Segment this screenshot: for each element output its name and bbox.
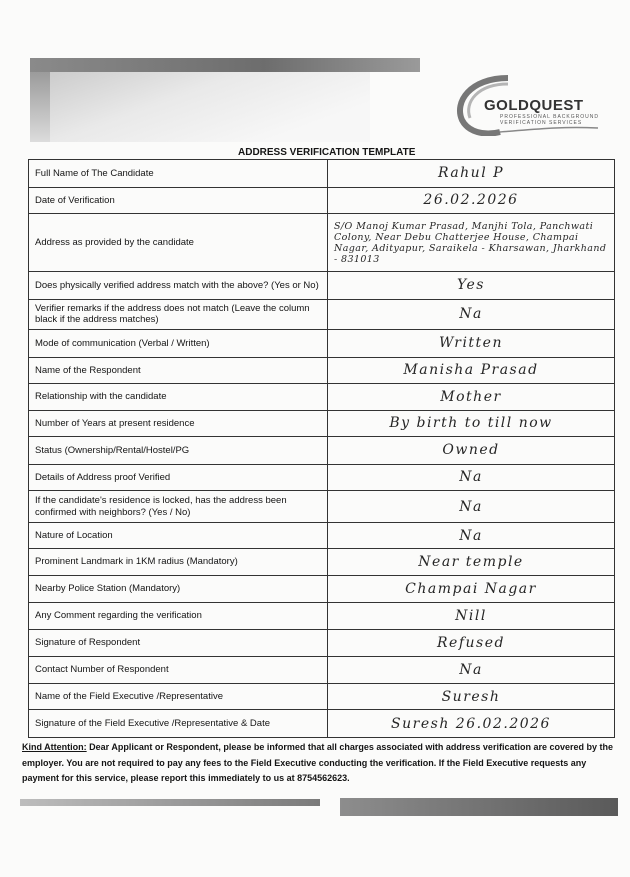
table-row xyxy=(29,657,615,684)
table-row xyxy=(29,522,615,549)
table-row xyxy=(29,384,615,411)
table-row xyxy=(29,710,615,738)
field-value: Near temple xyxy=(328,549,615,576)
field-value: S/O Manoj Kumar Prasad, Manjhi Tola, Panchwati Colony, Near Debu Chatterjee House, Champai Nagar, Adityapur, Saraikela - Kharsawan, Jharkhand - 831013 xyxy=(328,214,615,272)
table-row xyxy=(29,357,615,384)
notice-text: Dear Applicant or Respondent, please be informed that all charges associated with address verification are covered by the employer. You are not required to pay any fees to the Field Executive conducting the verification. If the Field Executive requests any payment for this service, please report this immediately to us at 8754562623. xyxy=(22,742,613,783)
field-label: Any Comment regarding the verification xyxy=(29,603,328,630)
table-row xyxy=(29,410,615,437)
table-row xyxy=(29,272,615,300)
field-label: Name of the Respondent xyxy=(29,357,328,384)
field-label: Signature of Respondent xyxy=(29,629,328,657)
field-value: By birth to till now xyxy=(328,410,615,437)
field-label: Relationship with the candidate xyxy=(29,384,328,411)
verification-table xyxy=(28,159,615,738)
table-row xyxy=(29,575,615,603)
field-label: Name of the Field Executive /Representative xyxy=(29,683,328,710)
field-value: Na xyxy=(328,491,615,523)
field-value: 26.02.2026 xyxy=(328,187,615,214)
field-label: Details of Address proof Verified xyxy=(29,464,328,491)
field-label: Nearby Police Station (Mandatory) xyxy=(29,575,328,603)
table-row xyxy=(29,491,615,523)
header-stripe xyxy=(30,72,370,142)
table-row xyxy=(29,603,615,630)
table-row xyxy=(29,187,615,214)
table-row xyxy=(29,437,615,465)
footer-band xyxy=(20,799,320,806)
header-wedge xyxy=(30,72,50,142)
field-label: Number of Years at present residence xyxy=(29,410,328,437)
field-value: Manisha Prasad xyxy=(328,357,615,384)
template-title: ADDRESS VERIFICATION TEMPLATE xyxy=(238,147,416,158)
field-value: Champai Nagar xyxy=(328,575,615,603)
field-value: Suresh xyxy=(328,683,615,710)
field-label: Signature of the Field Executive /Representative & Date xyxy=(29,710,328,738)
field-value: Suresh 26.02.2026 xyxy=(328,710,615,738)
table-row xyxy=(29,549,615,576)
table-row xyxy=(29,683,615,710)
field-value: Yes xyxy=(328,272,615,300)
field-value: Written xyxy=(328,330,615,358)
field-label: Does physically verified address match with the above? (Yes or No) xyxy=(29,272,328,300)
table-row xyxy=(29,299,615,330)
logo-tagline: PROFESSIONAL BACKGROUND VERIFICATION SERVICES xyxy=(500,114,599,126)
footer-band-right xyxy=(340,798,618,816)
notice-heading: Kind Attention: xyxy=(22,742,87,752)
field-value: Na xyxy=(328,657,615,684)
field-label: Address as provided by the candidate xyxy=(29,214,328,272)
table-row xyxy=(29,629,615,657)
field-value: Na xyxy=(328,522,615,549)
field-value: Refused xyxy=(328,629,615,657)
field-value: Na xyxy=(328,299,615,330)
table-row xyxy=(29,214,615,272)
header-band xyxy=(30,58,420,72)
logo-name: GOLDQUEST xyxy=(484,97,584,114)
field-label: Prominent Landmark in 1KM radius (Mandatory) xyxy=(29,549,328,576)
field-value: Nill xyxy=(328,603,615,630)
field-label: Nature of Location xyxy=(29,522,328,549)
kind-attention-notice xyxy=(22,740,614,787)
field-label: Mode of communication (Verbal / Written) xyxy=(29,330,328,358)
field-label: Status (Ownership/Rental/Hostel/PG xyxy=(29,437,328,465)
field-value: Owned xyxy=(328,437,615,465)
table-row xyxy=(29,464,615,491)
field-value: Na xyxy=(328,464,615,491)
table-row xyxy=(29,330,615,358)
field-label: Verifier remarks if the address does not match (Leave the column black if the address matches) xyxy=(29,299,328,330)
field-value: Mother xyxy=(328,384,615,411)
field-label: Contact Number of Respondent xyxy=(29,657,328,684)
field-value: Rahul P xyxy=(328,160,615,188)
field-label: If the candidate's residence is locked, has the address been confirmed with neighbors? (Yes / No) xyxy=(29,491,328,523)
field-label: Date of Verification xyxy=(29,187,328,214)
table-row xyxy=(29,160,615,188)
field-label: Full Name of The Candidate xyxy=(29,160,328,188)
